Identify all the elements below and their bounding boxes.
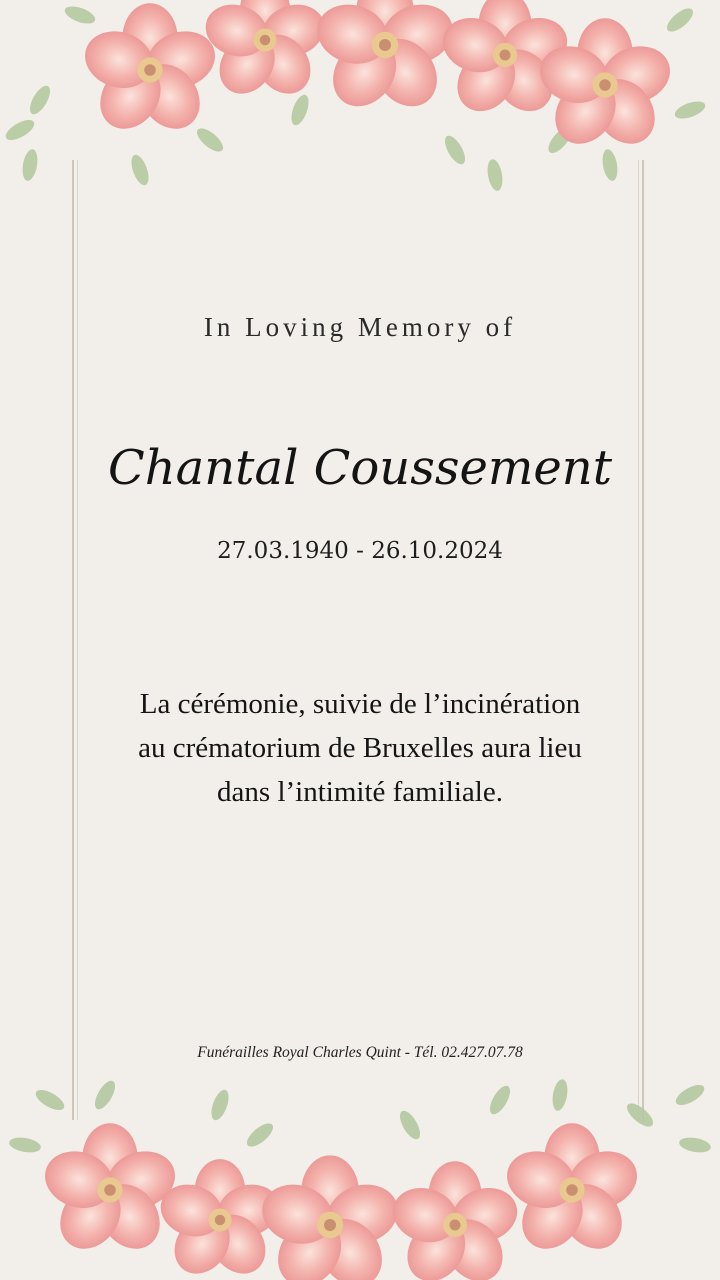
- floral-border-top: [0, 0, 720, 210]
- floral-border-bottom: [0, 1065, 720, 1280]
- ceremony-line: au crématorium de Bruxelles aura lieu: [138, 732, 582, 764]
- memorial-frame: [72, 160, 644, 1120]
- ceremony-text: [60, 682, 660, 814]
- ceremony-line: dans l’intimité familiale.: [217, 776, 503, 808]
- memorial-intro: In Loving Memory of: [203, 312, 517, 342]
- ceremony-line: La cérémonie, suivie de l’incinération: [139, 688, 581, 720]
- life-dates: 27.03.1940 - 26.10.2024: [217, 538, 503, 564]
- deceased-name: Chantal Coussement: [107, 440, 613, 496]
- funeral-home-footer: Funérailles Royal Charles Quint - Tél. 02.427.07.78: [197, 1044, 523, 1061]
